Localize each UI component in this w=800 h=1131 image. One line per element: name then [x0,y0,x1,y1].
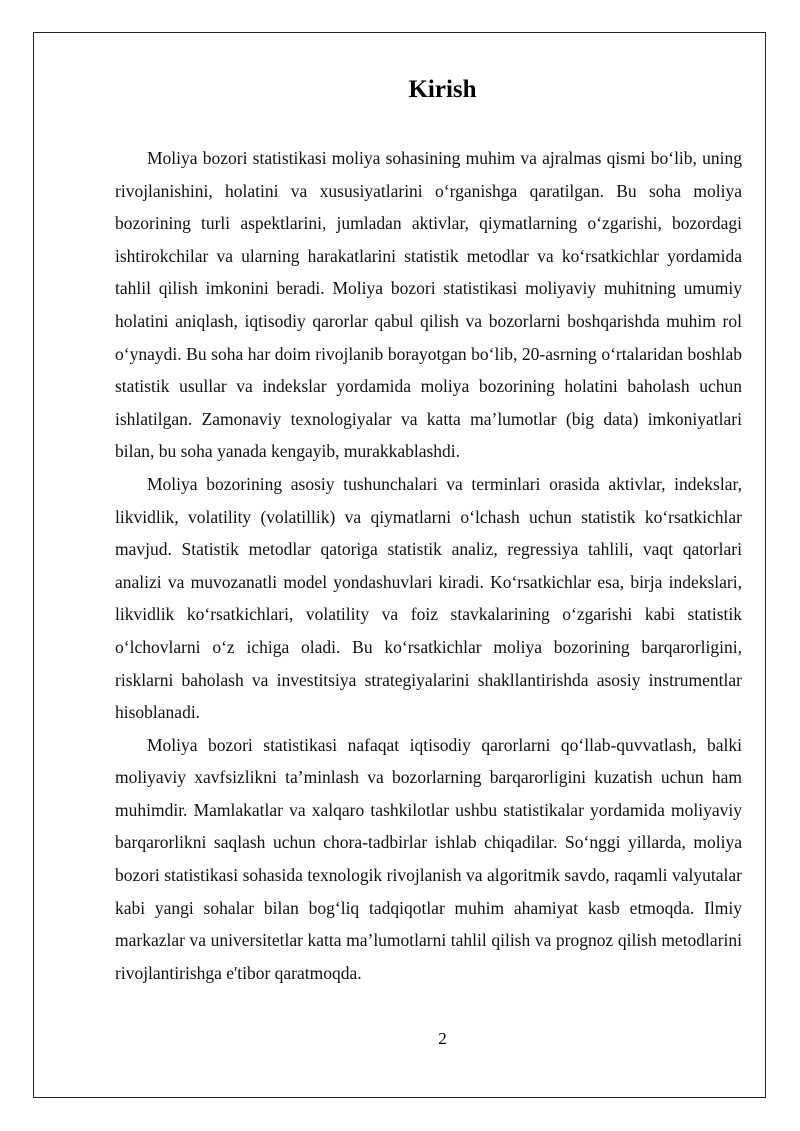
page-title: Kirish [408,76,477,103]
paragraph-2: Moliya bozorining asosiy tushunchalari va terminlari orasida aktivlar, indekslar, likvidlik, volatility (volatillik) va qiymatlarni o‘lchash uchun statistik ko‘rsatkichlar mavjud. Statistik metodlar qatoriga statistik analiz, regressiya tahlili, vaqt qatorlari analizi va muvozanatli model yondashuvlari kiradi. Ko‘rsatkichlar esa, birja indekslari, likvidlik ko‘rsatkichlari, volatility va foiz stavkalarining o‘zgarishi kabi statistik o‘lchovlarni o‘z ichiga oladi. Bu ko‘rsatkichlar moliya bozorining barqarorligini, risklarni baholash va investitsiya strategiyalarini shakllantirishda asosiy instrumentlar hisoblanadi. [115,473,742,723]
paragraph-1: Moliya bozori statistikasi moliya sohasining muhim va ajralmas qismi bo‘lib, uning rivojlanishini, holatini va xususiyatlarini o‘rganishga qaratilgan. Bu soha moliya bozorining turli aspektlarini, jumladan aktivlar, qiymatlarning o‘zgarishi, bozordagi ishtirokchilar va ularning harakatlarini statistik metodlar va ko‘rsatkichlar yordamida tahlil qilish imkonini beradi. Moliya bozori statistikasi moliyaviy muhitning umumiy holatini aniqlash, iqtisodiy qarorlar qabul qilish va bozorlarni boshqarishda muhim rol o‘ynaydi. Bu soha har doim rivojlanib borayotgan bo‘lib, 20-asrning o‘rtalaridan boshlab statistik usullar va indekslar yordamida moliya bozorining holatini baholash uchun ishlatilgan. Zamonaviy texnologiyalar va katta ma’lumotlar (big data) imkoniyatlari bilan, bu soha yanada kengayib, murakkablashdi. [115,148,742,462]
document-body [115,142,742,989]
paragraph-3: Moliya bozori statistikasi nafaqat iqtisodiy qarorlarni qo‘llab-quvvatlash, balki moliyaviy xavfsizlikni ta’minlash va bozorlarning barqarorligini kuzatish uchun ham muhimdir. Mamlakatlar va xalqaro tashkilotlar ushbu statistikalar yordamida moliyaviy barqarorlikni saqlash uchun chora-tadbirlar ishlab chiqadilar. So‘nggi yillarda, moliya bozori statistikasi sohasida texnologik rivojlanish va algoritmik savdo, raqamli valyutalar kabi yangi sohalar bilan bog‘liq tadqiqotlar muhim ahamiyat kasb etmoqda. Ilmiy markazlar va universitetlar katta ma’lumotlarni tahlil qilish va prognoz qilish metodlarini rivojlantirishga e'tibor qaratmoqda. [115,734,742,983]
page-number: 2 [438,1029,447,1048]
